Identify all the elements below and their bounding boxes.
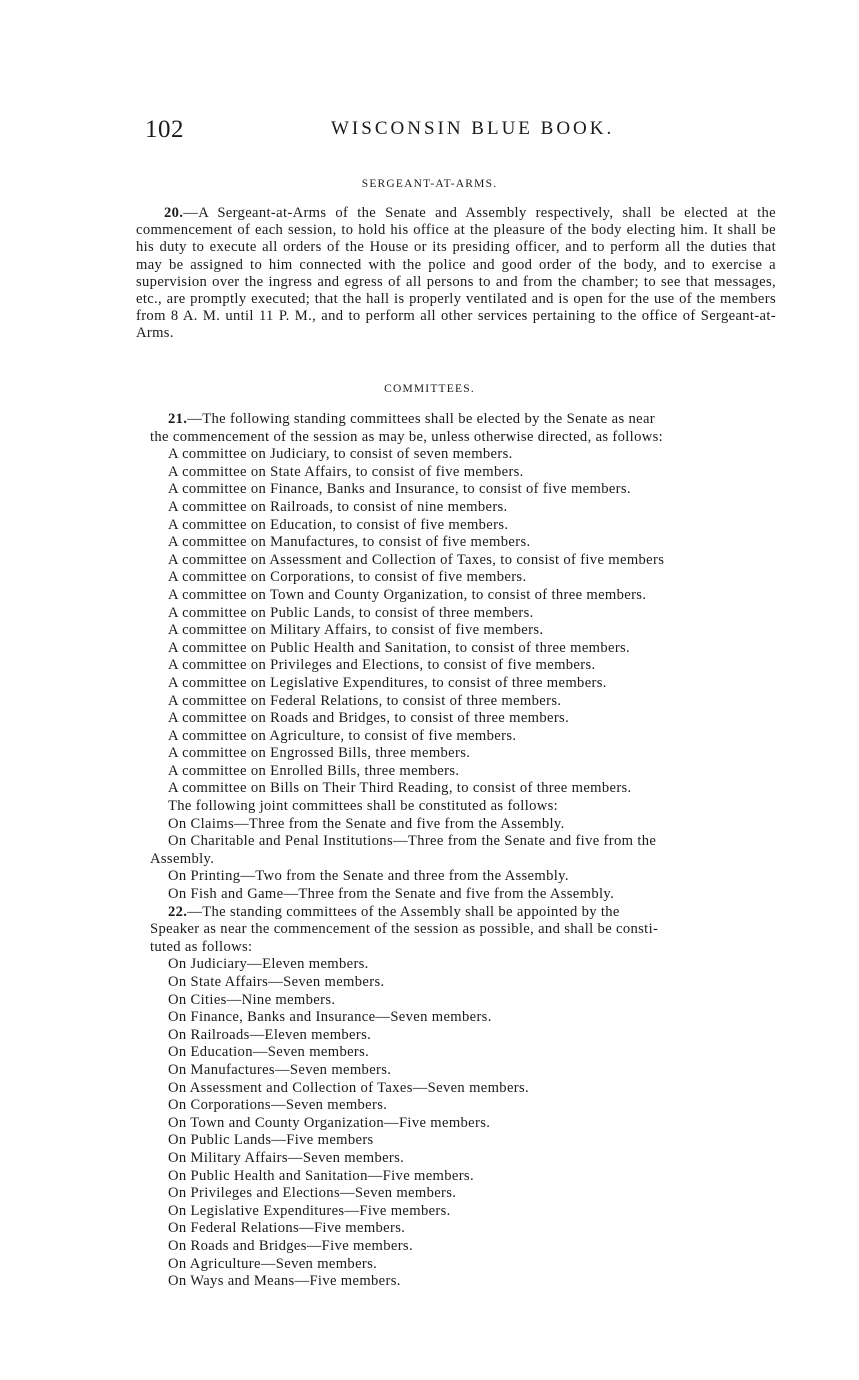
joint-committee-item: Assembly.	[150, 850, 215, 867]
senate-committee-item: A committee on Enrolled Bills, three members.	[168, 762, 460, 779]
senate-committee-item: A committee on Public Health and Sanitation, to consist of three members.	[168, 639, 631, 656]
senate-committee-item: A committee on Town and County Organization, to consist of three members.	[168, 586, 647, 603]
rule-21-intro-line: 21.—The following standing committees shall be elected by the Senate as near	[168, 411, 655, 427]
rule-20-paragraph	[136, 205, 776, 343]
assembly-committee-item: On Privileges and Elections—Seven members.	[168, 1185, 457, 1202]
assembly-committee-item: On Finance, Banks and Insurance—Seven members.	[168, 1009, 492, 1026]
heading-committees: COMMITTEES.	[384, 383, 475, 395]
senate-committee-item: A committee on Assessment and Collection of Taxes, to consist of five members	[168, 551, 665, 568]
senate-committee-item: A committee on Privileges and Elections, to consist of five members.	[168, 657, 596, 674]
senate-committee-item: A committee on Legislative Expenditures, to consist of three members.	[168, 674, 607, 691]
assembly-committee-item: On Assessment and Collection of Taxes—Seven members.	[168, 1079, 530, 1096]
senate-committee-item: A committee on Agriculture, to consist of five members.	[168, 727, 517, 744]
assembly-committee-item: On Manufactures—Seven members.	[168, 1061, 392, 1078]
assembly-committee-item: On Military Affairs—Seven members.	[168, 1149, 405, 1166]
rule-22-line: Speaker as near the commencement of the session as possible, and shall be consti-	[150, 921, 659, 938]
assembly-committee-item: On Railroads—Eleven members.	[168, 1026, 372, 1043]
assembly-committee-item: On Agriculture—Seven members.	[168, 1255, 378, 1272]
page-header	[145, 116, 785, 146]
heading-sergeant-at-arms: SERGEANT-AT-ARMS.	[361, 178, 498, 190]
senate-committee-item: A committee on Engrossed Bills, three members.	[168, 745, 471, 762]
senate-committee-item: A committee on Education, to consist of five members.	[168, 516, 509, 533]
joint-committee-item: On Charitable and Penal Institutions—Three from the Senate and five from the	[168, 833, 657, 850]
assembly-committee-item: On Roads and Bridges—Five members.	[168, 1237, 413, 1254]
rule-number: 21.	[168, 411, 188, 427]
assembly-committee-item: On Corporations—Seven members.	[168, 1097, 388, 1114]
joint-committee-item: On Printing—Two from the Senate and three from the Assembly.	[168, 868, 569, 885]
rule-22-line: tuted as follows:	[150, 938, 253, 955]
assembly-committee-list	[150, 956, 790, 1290]
assembly-committee-item: On Cities—Nine members.	[168, 991, 336, 1008]
senate-committee-item: A committee on Judiciary, to consist of seven members.	[168, 446, 513, 463]
rule-number: 20.	[164, 205, 184, 221]
senate-committee-item: A committee on Corporations, to consist of five members.	[168, 569, 527, 586]
senate-committee-list	[150, 446, 790, 798]
assembly-committee-item: On State Affairs—Seven members.	[168, 974, 385, 990]
senate-committee-item: A committee on Railroads, to consist of nine members.	[168, 498, 508, 515]
senate-committee-item: A committee on Roads and Bridges, to consist of three members.	[168, 710, 570, 727]
senate-committee-item: A committee on Public Lands, to consist of three members.	[168, 604, 534, 621]
assembly-committee-item: On Federal Relations—Five members.	[168, 1220, 406, 1237]
senate-committee-item: A committee on Bills on Their Third Reading, to consist of three members.	[168, 780, 632, 797]
rule-20-text: —A Sergeant-at-Arms of the Senate and Assembly respectively, shall be elected at the commencement of each session, to hold his office at the pleasure of the body electing him. It shall be his duty to execute all orders of the House or its presiding officer, and to perform all the duties that may be assigned to him connected with the police and good order of the body, and to exercise a supervision over the ingress and egress of all persons to and from the chamber; to see that messages, etc., are promptly executed; that the hall is properly ventilated and is open for the use of the members from 8 A. M. until 11 P. M., and to perform all other services pertaining to the office of Sergeant-at-Arms.	[136, 205, 776, 342]
running-title: WISCONSIN BLUE BOOK.	[331, 118, 615, 139]
senate-committee-item: A committee on State Affairs, to consist of five members.	[168, 463, 524, 480]
senate-committee-item: A committee on Military Affairs, to consist of five members.	[168, 622, 544, 639]
senate-committee-item: A committee on Manufactures, to consist of five members.	[168, 534, 531, 551]
joint-committee-item: On Claims—Three from the Senate and five from the Assembly.	[168, 815, 565, 832]
assembly-committee-item: On Public Health and Sanitation—Five members.	[168, 1167, 474, 1184]
assembly-committee-item: On Town and County Organization—Five members.	[168, 1114, 491, 1131]
rule-21-intro-line: the commencement of the session as may be, unless otherwise directed, as follows:	[150, 428, 664, 445]
assembly-committee-item: On Legislative Expenditures—Five members.	[168, 1202, 451, 1219]
rule-22-line: 22.—The standing committees of the Assembly shall be appointed by the	[168, 903, 620, 920]
assembly-committee-item: On Education—Seven members.	[168, 1044, 370, 1061]
senate-committee-item: A committee on Finance, Banks and Insurance, to consist of five members.	[168, 481, 631, 498]
assembly-committee-item: On Judiciary—Eleven members.	[168, 956, 369, 973]
assembly-committee-item: On Ways and Means—Five members.	[168, 1273, 401, 1290]
page-number: 102	[145, 116, 184, 143]
rule-number: 22.	[168, 903, 188, 920]
joint-committee-item: On Fish and Game—Three from the Senate and five from the Assembly.	[168, 886, 615, 903]
assembly-committee-item: On Public Lands—Five members	[168, 1132, 374, 1149]
senate-committee-item: A committee on Federal Relations, to consist of three members.	[168, 692, 562, 709]
committees-section	[150, 411, 790, 1291]
joint-committees-intro: The following joint committees shall be constituted as follows:	[168, 798, 559, 815]
